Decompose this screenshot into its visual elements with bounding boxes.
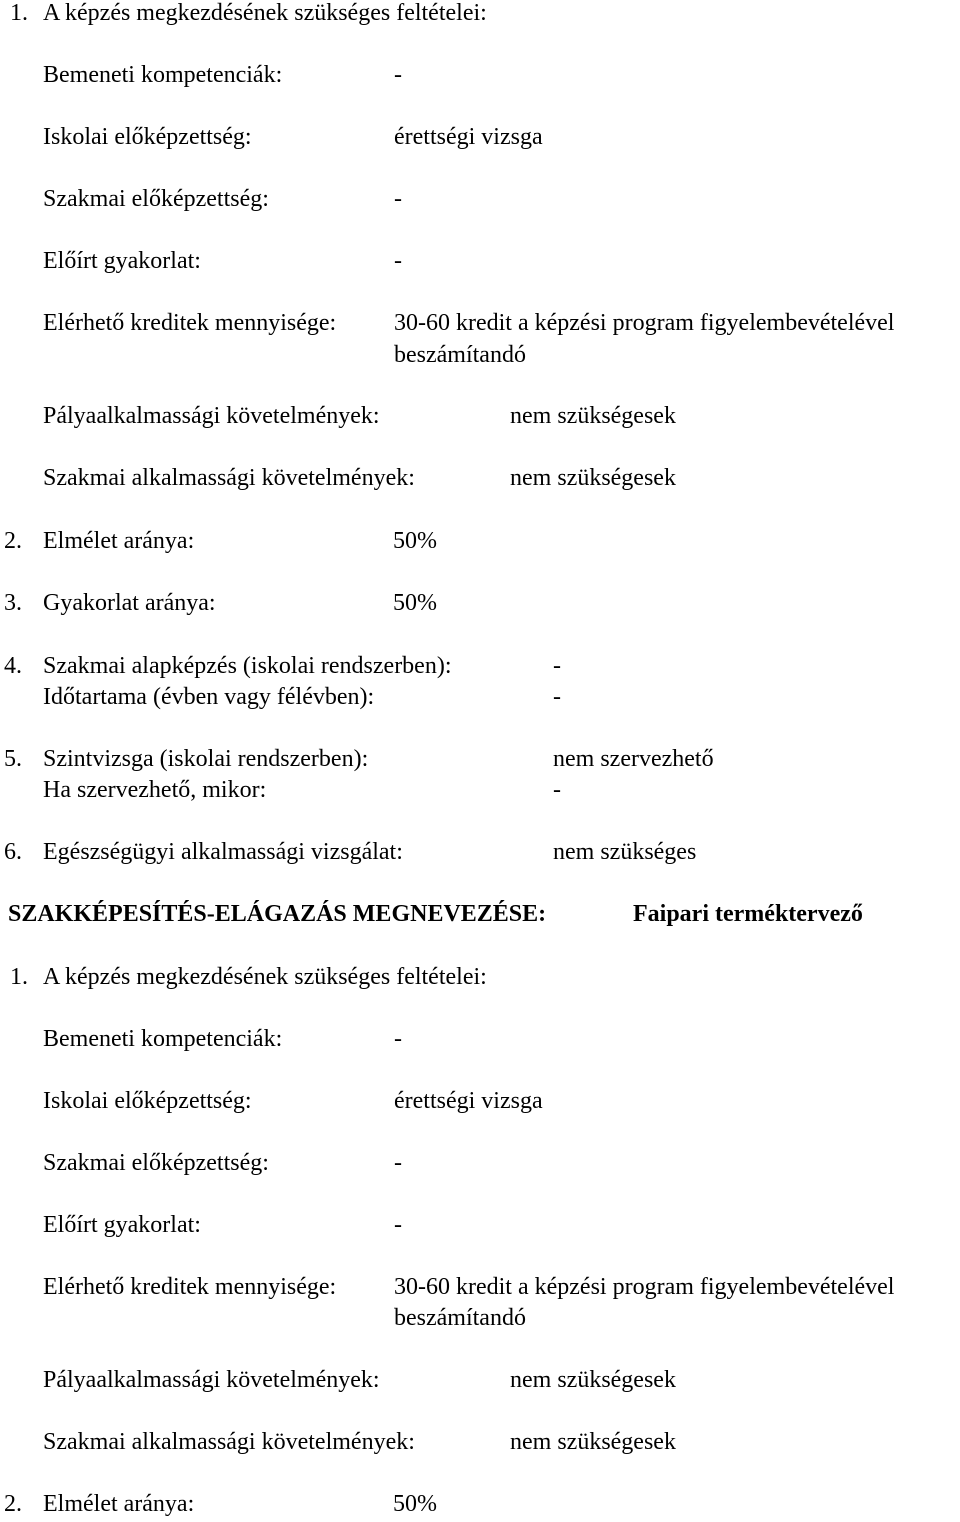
field-label: Pályaalkalmassági követelmények: bbox=[43, 403, 380, 429]
field-value-continued: beszámítandó bbox=[394, 342, 526, 368]
field-label: Gyakorlat aránya: bbox=[43, 590, 216, 616]
field-label: Ha szervezhető, mikor: bbox=[43, 777, 267, 803]
field-value: nem szükségesek bbox=[510, 1367, 676, 1393]
field-value: érettségi vizsga bbox=[394, 1088, 543, 1114]
field-value: - bbox=[394, 62, 402, 88]
field-value: 50% bbox=[393, 590, 437, 616]
section-number: 2. bbox=[4, 1491, 22, 1517]
field-label: Iskolai előképzettség: bbox=[43, 1088, 252, 1114]
field-label: Iskolai előképzettség: bbox=[43, 124, 252, 150]
field-label: Időtartama (évben vagy félévben): bbox=[43, 684, 375, 710]
field-label: Szakmai előképzettség: bbox=[43, 186, 269, 212]
field-value: - bbox=[394, 1150, 402, 1176]
section-number: 6. bbox=[4, 839, 22, 865]
field-label: Szakmai alapképzés (iskolai rendszerben): bbox=[43, 653, 452, 679]
field-label: Előírt gyakorlat: bbox=[43, 248, 201, 274]
field-label: Pályaalkalmassági követelmények: bbox=[43, 1367, 380, 1393]
field-label: Egészségügyi alkalmassági vizsgálat: bbox=[43, 839, 403, 865]
field-label: Bemeneti kompetenciák: bbox=[43, 62, 283, 88]
section-number: 1. bbox=[10, 0, 28, 26]
field-label: Bemeneti kompetenciák: bbox=[43, 1026, 283, 1052]
field-value: nem szükségesek bbox=[510, 403, 676, 429]
branch-heading-label: SZAKKÉPESÍTÉS-ELÁGAZÁS MEGNEVEZÉSE: bbox=[8, 901, 547, 927]
field-label: Elérhető kreditek mennyisége: bbox=[43, 310, 337, 336]
section-heading: A képzés megkezdésének szükséges feltételei: bbox=[43, 964, 487, 990]
field-value: - bbox=[394, 1212, 402, 1238]
field-value: 50% bbox=[393, 1491, 437, 1517]
field-value: nem szervezhető bbox=[553, 746, 714, 772]
field-value: érettségi vizsga bbox=[394, 124, 543, 150]
field-label: Szakmai előképzettség: bbox=[43, 1150, 269, 1176]
branch-heading-value: Faipari terméktervező bbox=[633, 901, 863, 927]
field-label: Szintvizsga (iskolai rendszerben): bbox=[43, 746, 369, 772]
field-label: Szakmai alkalmassági követelmények: bbox=[43, 1429, 415, 1455]
section-number: 5. bbox=[4, 746, 22, 772]
section-number: 4. bbox=[4, 653, 22, 679]
field-value: 30-60 kredit a képzési program figyelembevételével bbox=[394, 1274, 895, 1300]
field-value: - bbox=[394, 186, 402, 212]
section-number: 3. bbox=[4, 590, 22, 616]
field-value: nem szükségesek bbox=[510, 1429, 676, 1455]
field-value-continued: beszámítandó bbox=[394, 1305, 526, 1331]
field-value: - bbox=[394, 1026, 402, 1052]
field-value: nem szükséges bbox=[553, 839, 697, 865]
field-value: - bbox=[394, 248, 402, 274]
field-value: - bbox=[553, 653, 561, 679]
field-label: Szakmai alkalmassági követelmények: bbox=[43, 465, 415, 491]
field-label: Elérhető kreditek mennyisége: bbox=[43, 1274, 337, 1300]
field-label: Előírt gyakorlat: bbox=[43, 1212, 201, 1238]
field-label: Elmélet aránya: bbox=[43, 1491, 195, 1517]
section-heading: A képzés megkezdésének szükséges feltételei: bbox=[43, 0, 487, 26]
field-value: 30-60 kredit a képzési program figyelembevételével bbox=[394, 310, 895, 336]
section-number: 2. bbox=[4, 528, 22, 554]
field-value: 50% bbox=[393, 528, 437, 554]
field-value: nem szükségesek bbox=[510, 465, 676, 491]
field-value: - bbox=[553, 777, 561, 803]
field-value: - bbox=[553, 684, 561, 710]
field-label: Elmélet aránya: bbox=[43, 528, 195, 554]
section-number: 1. bbox=[10, 964, 28, 990]
